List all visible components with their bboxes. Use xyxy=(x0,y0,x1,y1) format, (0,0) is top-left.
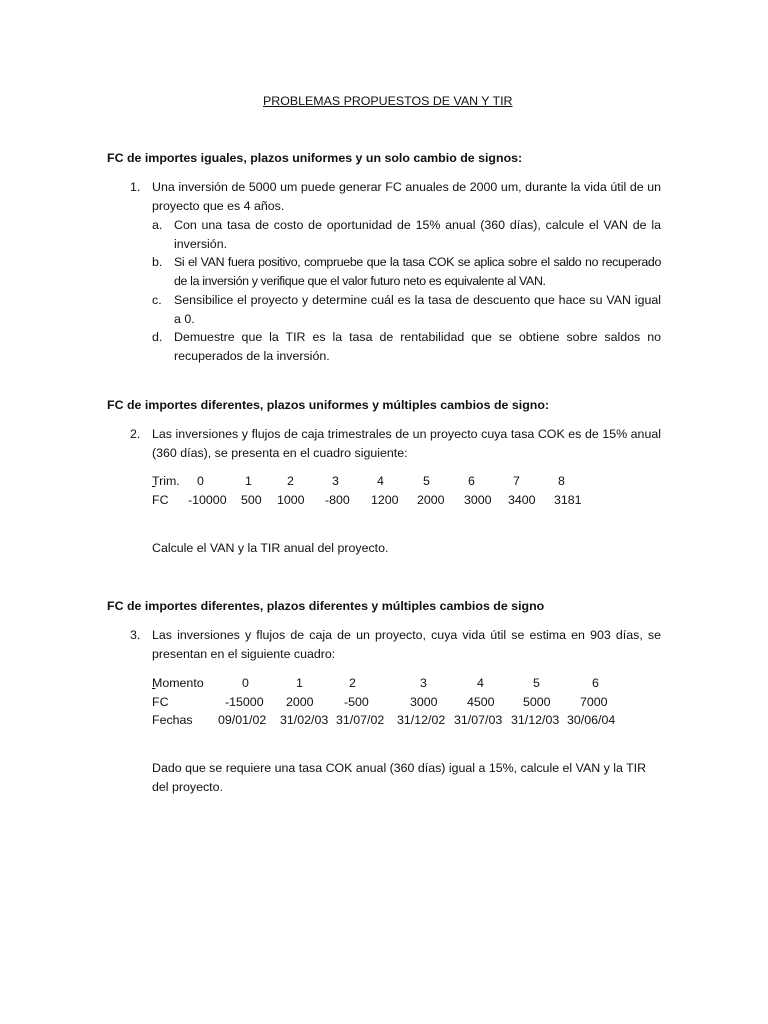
table-cell: 30/06/04 xyxy=(567,713,616,728)
table-cell: FC xyxy=(152,694,169,709)
section1-intro: Una inversión de 5000 um puede generar FC anuales de 2000 um, durante la vida útil de un proyecto que es 4 años. xyxy=(152,180,661,213)
section2-question: Calcule el VAN y la TIR anual del proyecto. xyxy=(152,541,389,555)
section3-cashflow-table xyxy=(152,674,632,730)
table-cell: -15000 xyxy=(225,694,264,709)
document-title: PROBLEMAS PROPUESTOS DE VAN Y TIR xyxy=(263,94,513,108)
table-cell: 4500 xyxy=(467,694,495,709)
table-cell: 4 xyxy=(477,676,484,690)
section3-heading: FC de importes diferentes, plazos diferentes y múltiples cambios de signo xyxy=(107,599,545,613)
section1-item-c-letter: c. xyxy=(152,293,162,307)
table-cell: 7000 xyxy=(580,694,608,709)
section2-cashflow-table xyxy=(152,472,592,509)
table-cell: -10000 xyxy=(188,492,227,507)
table-cell: 2000 xyxy=(417,492,445,507)
table-cell: 3181 xyxy=(554,492,582,507)
table-cell: 4 xyxy=(377,474,384,488)
table-cell: 2 xyxy=(287,474,294,488)
table-row xyxy=(152,491,592,510)
table-cell: Fechas xyxy=(152,713,193,728)
table-cell: 5 xyxy=(423,474,430,488)
table-cell: 31/07/03 xyxy=(454,713,503,728)
table-cell: 6 xyxy=(468,474,475,488)
section1-heading: FC de importes iguales, plazos uniformes y un solo cambio de signos: xyxy=(107,151,523,165)
table-cell: 5000 xyxy=(523,694,551,709)
section3-intro: Las inversiones y flujos de caja de un proyecto, cuya vida útil se estima en 903 días, se presentan en el siguiente cuadro: xyxy=(152,628,661,661)
table-row xyxy=(152,693,632,712)
table-cell: 3000 xyxy=(410,694,438,709)
table-cell: 3000 xyxy=(464,492,492,507)
section1-item-d-letter: d. xyxy=(152,330,163,344)
section3-number: 3. xyxy=(130,628,141,642)
section2-number: 2. xyxy=(130,427,141,441)
table-cell: 31/12/03 xyxy=(511,713,560,728)
table-cell: 31/12/02 xyxy=(397,713,446,728)
table-cell: 6 xyxy=(592,676,599,690)
table-cell: 5 xyxy=(533,676,540,690)
section1-item-b: Si el VAN fuera positivo, compruebe que la tasa COK se aplica sobre el saldo no recuperado de la inversión y verifique que el valor futuro neto es equivalente al VAN. xyxy=(174,255,661,288)
table-cell: 8 xyxy=(558,474,565,488)
table-cell: 1 xyxy=(245,474,252,488)
table-cell: -500 xyxy=(344,694,369,709)
table-cell: 500 xyxy=(241,492,262,507)
section1-item-d: Demuestre que la TIR es la tasa de rentabilidad que se obtiene sobre saldos no recuperados de la inversión. xyxy=(174,330,661,363)
table-cell: 0 xyxy=(242,676,249,690)
table-header-row xyxy=(152,472,592,491)
table-cell: FC xyxy=(152,492,169,507)
section1-number: 1. xyxy=(130,180,141,194)
table-header-row xyxy=(152,674,632,693)
section2-heading: FC de importes diferentes, plazos uniformes y múltiples cambios de signo: xyxy=(107,398,550,412)
table-cell: 31/07/02 xyxy=(336,713,385,728)
section3-question: Dado que se requiere una tasa COK anual (360 días) igual a 15%, calcule el VAN y la TIR del proyecto. xyxy=(152,761,647,794)
table-cell: 2 xyxy=(349,676,356,690)
table-header-underline xyxy=(152,472,566,491)
table-row xyxy=(152,711,632,730)
table-cell: 31/02/03 xyxy=(280,713,329,728)
table-cell: Momento xyxy=(152,676,204,690)
section1-item-b-letter: b. xyxy=(152,255,163,269)
section2-intro: Las inversiones y flujos de caja trimestrales de un proyecto cuya tasa COK es de 15% anual (360 días), se presenta en el cuadro siguiente: xyxy=(152,427,661,460)
section1-item-c: Sensibilice el proyecto y determine cuál es la tasa de descuento que hace su VAN igual a 0. xyxy=(174,293,661,326)
section1-item-a-letter: a. xyxy=(152,218,163,232)
table-cell: 1 xyxy=(296,676,303,690)
table-cell: -800 xyxy=(325,492,350,507)
table-cell: 1200 xyxy=(371,492,399,507)
table-cell: Trim. xyxy=(152,474,180,488)
table-cell: 1000 xyxy=(277,492,305,507)
table-cell: 09/01/02 xyxy=(218,713,267,728)
table-cell: 0 xyxy=(197,474,204,488)
table-cell: 3 xyxy=(332,474,339,488)
table-cell: 2000 xyxy=(286,694,314,709)
table-cell: 7 xyxy=(513,474,520,488)
table-cell: 3400 xyxy=(508,492,536,507)
section1-item-a: Con una tasa de costo de oportunidad de 15% anual (360 días), calcule el VAN de la inversión. xyxy=(174,218,661,251)
table-cell: 3 xyxy=(420,676,427,690)
